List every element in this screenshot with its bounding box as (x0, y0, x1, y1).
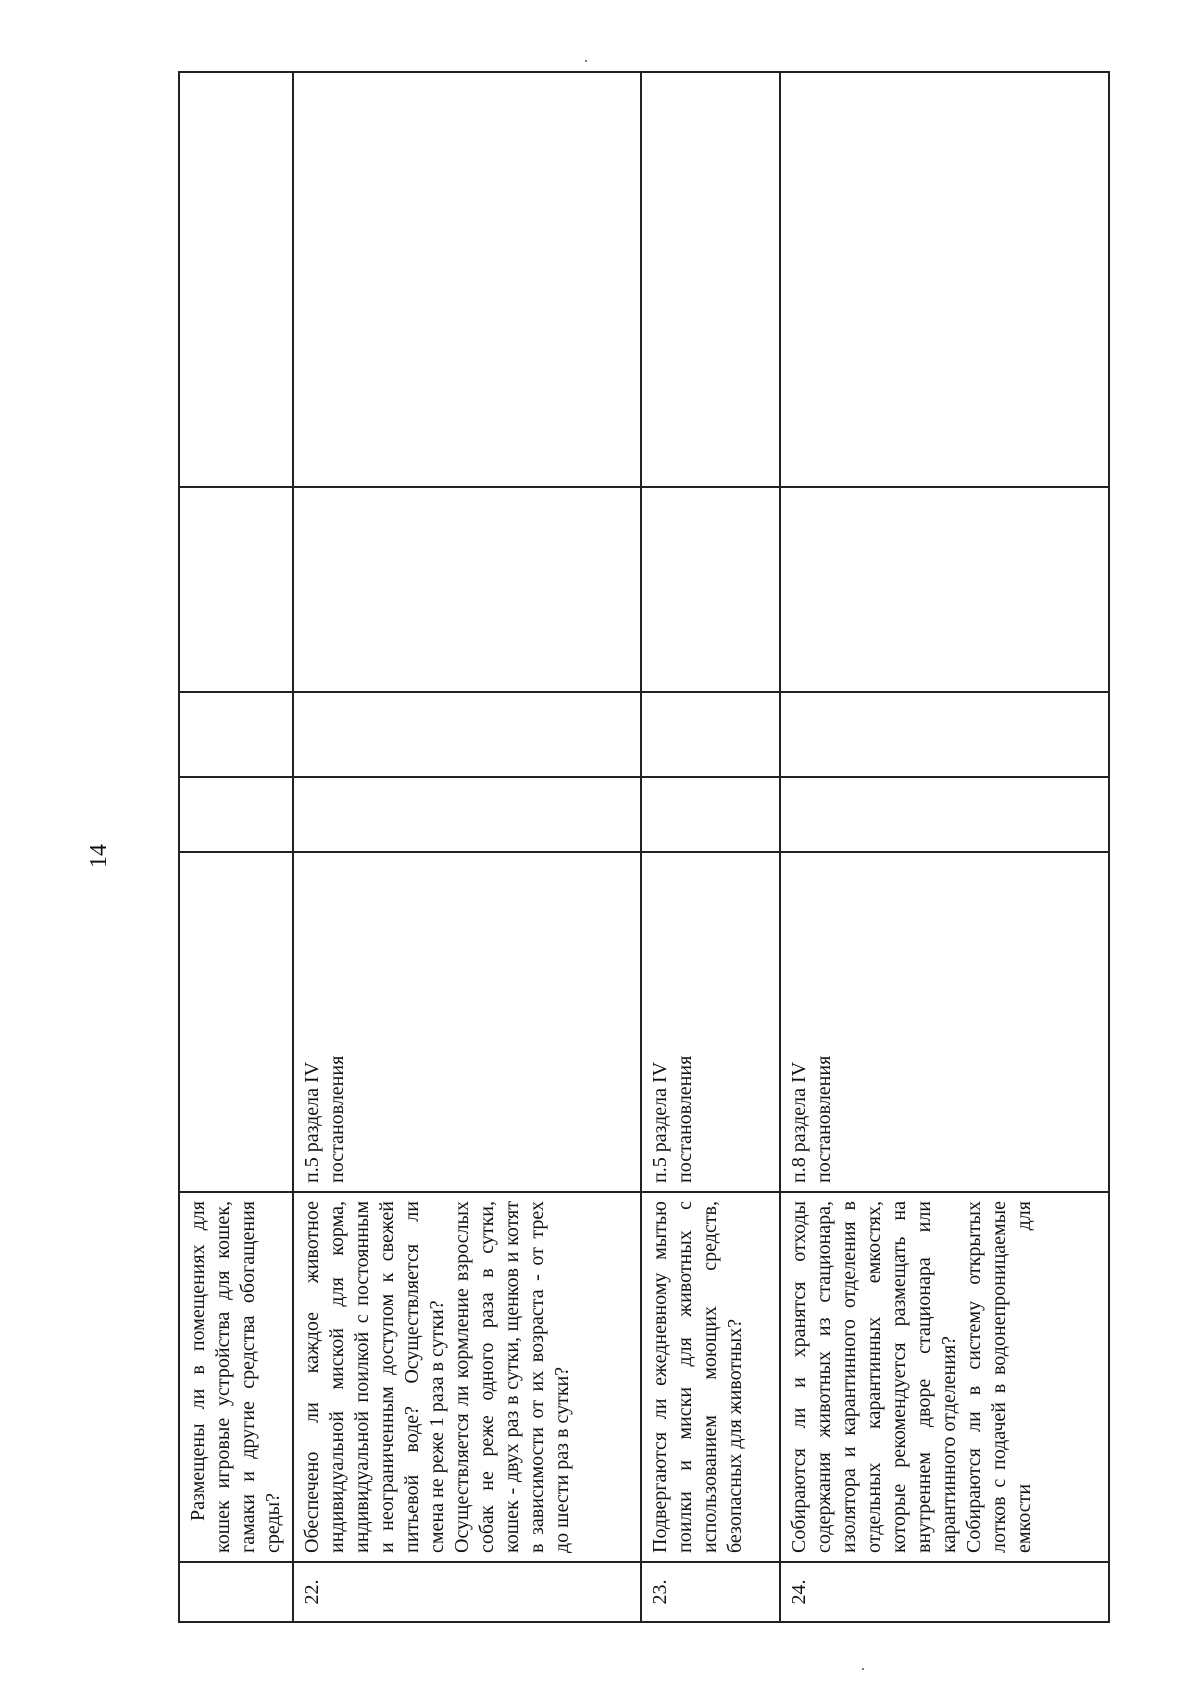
question-text: Обеспечено ли каждое животное индивидуальной миской для корма, индивидуальной поилкой с постоянным и неограниченным доступом к свежей питьевой воде? Осуществляется ли смена не реже 1 раза в сутки? (301, 1201, 448, 1553)
question-text: Осуществляется ли кормление взрослых собак не реже одного раза в сутки, кошек - двух раз в сутки, щенков и котят в зависимости от их возраста - от трех до шести раз в сутки? (451, 1201, 573, 1553)
table-row (179, 72, 293, 1622)
reference-text: постановления (674, 1055, 696, 1183)
table-row (641, 72, 780, 1622)
reference-text: п.5 раздела IV (301, 1061, 323, 1183)
reference-text: постановления (326, 1055, 348, 1183)
table-row (780, 72, 1109, 1622)
checklist-table (178, 71, 1110, 1623)
reference-cell (293, 852, 641, 1192)
scan-speck (862, 1668, 864, 1670)
answer-cell-yes[interactable] (293, 777, 641, 852)
reference-cell (780, 852, 1109, 1192)
answer-cell-no[interactable] (780, 692, 1109, 777)
answer-cell-yes[interactable] (641, 777, 780, 852)
table-row (293, 72, 641, 1622)
answer-cell-yes[interactable] (179, 777, 293, 852)
notes-cell[interactable] (293, 72, 641, 487)
question-text: Собираются ли и хранятся отходы содержания животных из стационара, изолятора и карантинного отделения в отдельных карантинных емкостях, которые рекомендуется размещать на внутреннем дворе стационара или карантинного отделения? (788, 1201, 960, 1553)
reference-text: п.8 раздела IV (788, 1061, 810, 1183)
answer-cell-not-applicable[interactable] (293, 487, 641, 692)
answer-cell-no[interactable] (641, 692, 780, 777)
question-text: Собираются ли в систему открытых лотков с подачей в водонепроницаемые емкости для (963, 1201, 1035, 1553)
row-number: 24. (780, 1562, 1109, 1622)
answer-cell-yes[interactable] (780, 777, 1109, 852)
question-cell (780, 1192, 1109, 1562)
question-cell (293, 1192, 641, 1562)
notes-cell[interactable] (780, 72, 1109, 487)
reference-cell (179, 852, 293, 1192)
answer-cell-not-applicable[interactable] (780, 487, 1109, 692)
question-cell (641, 1192, 780, 1562)
answer-cell-no[interactable] (179, 692, 293, 777)
question-text: Размещены ли в помещениях для кошек игровые устройства для кошек, гамаки и другие средства обогащения среды? (187, 1201, 284, 1553)
row-number: 23. (641, 1562, 780, 1622)
notes-cell[interactable] (179, 72, 293, 487)
answer-cell-not-applicable[interactable] (179, 487, 293, 692)
reference-text: постановления (813, 1055, 835, 1183)
question-text: Подвергаются ли ежедневному мытью поилки и миски для животных с использованием моющих средств, безопасных для животных? (649, 1201, 746, 1553)
reference-cell (641, 852, 780, 1192)
answer-cell-no[interactable] (293, 692, 641, 777)
scan-speck (585, 60, 587, 62)
page-number: 14 (86, 844, 112, 868)
row-number (179, 1562, 293, 1622)
answer-cell-not-applicable[interactable] (641, 487, 780, 692)
notes-cell[interactable] (641, 72, 780, 487)
row-number: 22. (293, 1562, 641, 1622)
rotated-table-sheet (178, 73, 1102, 1623)
reference-text: п.5 раздела IV (649, 1061, 671, 1183)
question-cell (179, 1192, 293, 1562)
